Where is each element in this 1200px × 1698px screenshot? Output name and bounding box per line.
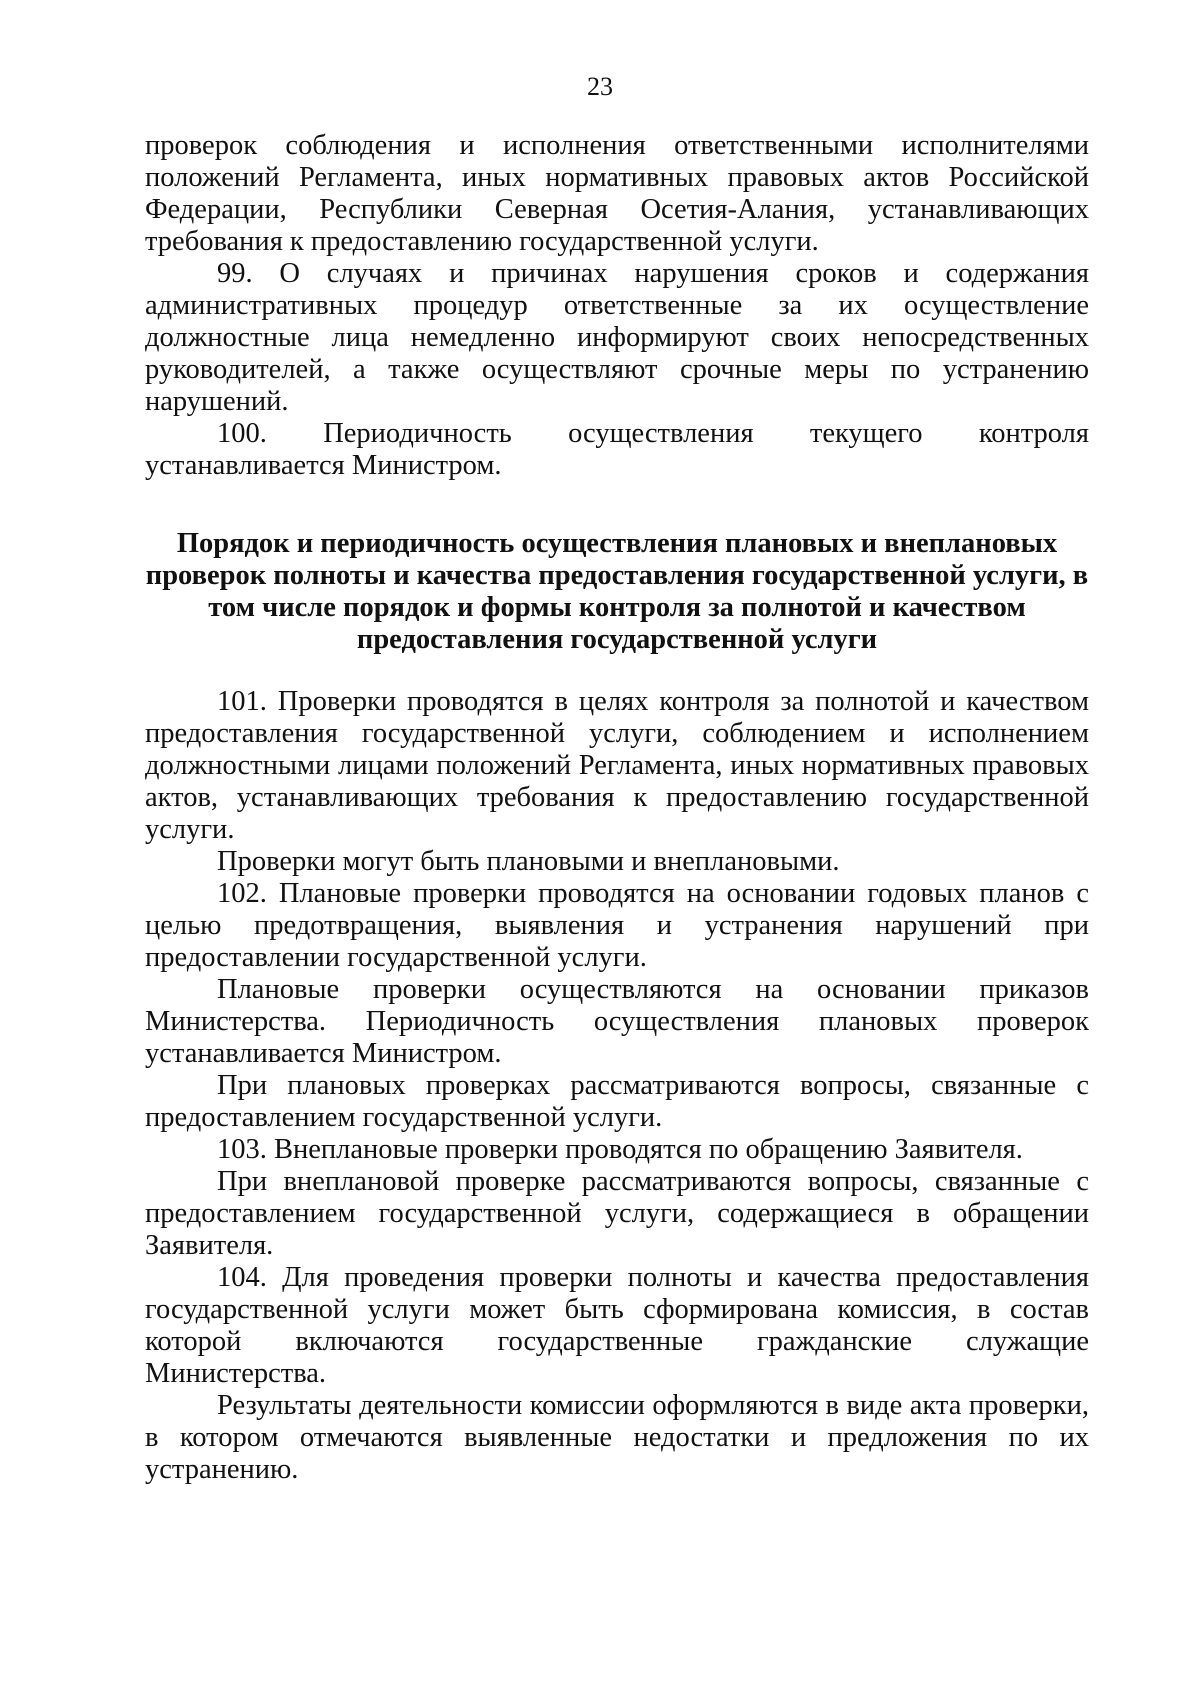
paragraph-102-orders: Плановые проверки осуществляются на основании приказов Министерства. Периодичность осуществления плановых проверок устанавливается Министром. [145, 974, 1089, 1069]
paragraph-102-questions: При плановых проверках рассматриваются вопросы, связанные с предоставлением государственной услуги. [145, 1070, 1089, 1133]
paragraph-100: 100. Периодичность осуществления текущего контроля устанавливается Министром. [145, 418, 1089, 481]
paragraph-103-questions: При внеплановой проверке рассматриваются вопросы, связанные с предоставлением государственной услуги, содержащиеся в обращении Заявителя. [145, 1166, 1089, 1261]
paragraph-101: 101. Проверки проводятся в целях контроля за полнотой и качеством предоставления государственной услуги, соблюдением и исполнением должностными лицами положений Регламента, иных нормативных правовых актов, устанавливающих требования к предоставлению государственной услуги. [145, 686, 1089, 845]
section-heading: Порядок и периодичность осуществления плановых и внеплановых проверок полноты и качества предоставления государственной услуги, в том числе порядок и формы контроля за полнотой и качеством предоставления государственной услуги [145, 528, 1089, 655]
paragraph-104-results: Результаты деятельности комиссии оформляются в виде акта проверки, в котором отмечаются выявленные недостатки и предложения по их устранению. [145, 1390, 1089, 1485]
paragraph-104: 104. Для проведения проверки полноты и качества предоставления государственной услуги может быть сформирована комиссия, в состав которой включаются государственные гражданские служащие Министерства. [145, 1262, 1089, 1389]
page-number: 23 [587, 72, 613, 101]
paragraph-103: 103. Внеплановые проверки проводятся по обращению Заявителя. [217, 1134, 1023, 1165]
document-body [145, 130, 1089, 1486]
paragraph-101-types: Проверки могут быть плановыми и внеплановыми. [217, 846, 840, 877]
paragraph-99: 99. О случаях и причинах нарушения сроков и содержания административных процедур ответственные за их осуществление должностные лица немедленно информируют своих непосредственных руководителей, а также осуществляют срочные меры по устранению нарушений. [145, 258, 1089, 417]
paragraph-102: 102. Плановые проверки проводятся на основании годовых планов с целью предотвращения, выявления и устранения нарушений при предоставлении государственной услуги. [145, 878, 1089, 973]
paragraph-continuation: проверок соблюдения и исполнения ответственными исполнителями положений Регламента, иных нормативных правовых актов Российской Федерации, Республики Северная Осетия-Алания, устанавливающих требования к предоставлению государственной услуги. [145, 130, 1089, 257]
